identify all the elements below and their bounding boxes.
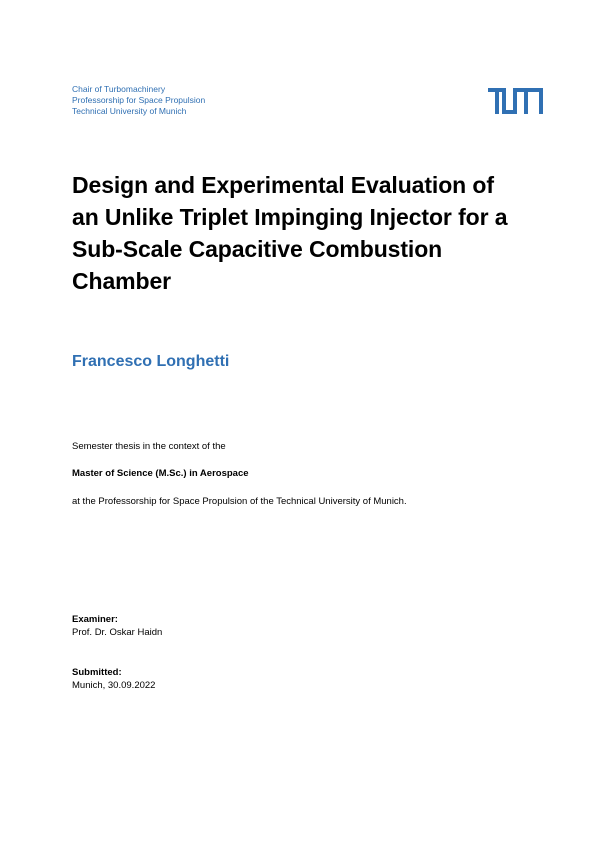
affiliation-university: Technical University of Munich [72,106,187,116]
thesis-title-line: Design and Experimental Evaluation of [72,172,494,198]
thesis-title-line: Sub-Scale Capacitive Combustion [72,236,443,262]
thesis-context: Semester thesis in the context of the [72,441,226,452]
examiner-name: Prof. Dr. Oskar Haidn [72,627,163,638]
tum-logo-icon [488,88,543,114]
affiliation-chair: Chair of Turbomachinery [72,84,166,94]
examiner-label: Examiner: [72,614,118,625]
thesis-title-line: Chamber [72,268,171,294]
thesis-institution: at the Professorship for Space Propulsion of the Technical University of Munich. [72,496,407,507]
thesis-degree: Master of Science (M.Sc.) in Aerospace [72,468,249,479]
submitted-label: Submitted: [72,667,122,678]
thesis-title [72,169,542,297]
affiliation-professorship: Professorship for Space Propulsion [72,95,206,105]
author-name: Francesco Longhetti [72,353,230,370]
thesis-title-line: an Unlike Triplet Impinging Injector for a [72,204,508,230]
affiliation-block [72,84,205,117]
submitted-date: Munich, 30.09.2022 [72,680,156,691]
